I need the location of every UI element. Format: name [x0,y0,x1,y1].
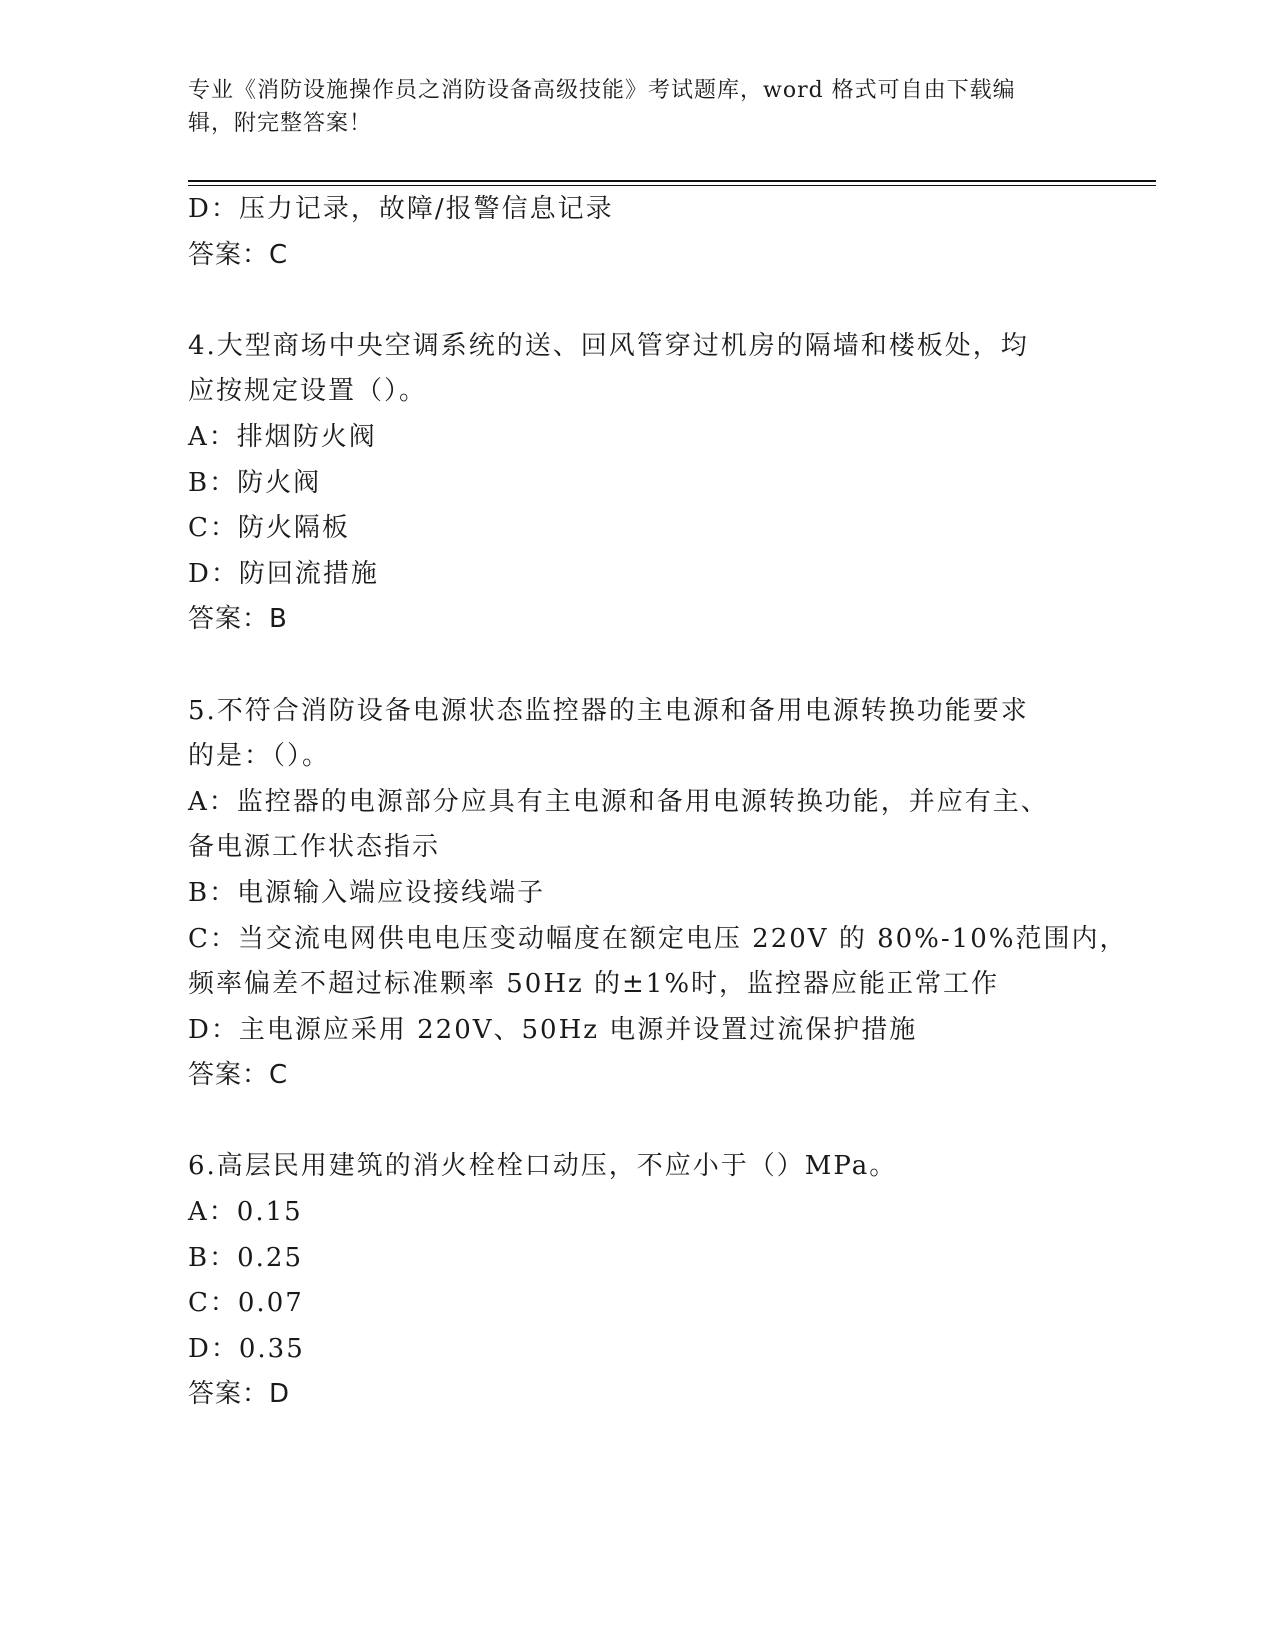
previous-question-tail [188,187,1088,278]
document-header [188,74,1068,140]
header-line-1: 专业《消防设施操作员之消防设备高级技能》考试题库，word 格式可自由下载编 [188,78,1016,103]
question-6 [188,1144,1088,1418]
answer: 答案：D [188,1379,291,1410]
spacer [188,278,1088,324]
header-line-2: 辑，附完整答案！ [188,111,373,136]
question-stem-cont: 的是：（）。 [188,741,331,772]
option-a: A：排烟防火阀 [188,421,377,452]
option-c-cont: 频率偏差不超过标准颗率 50Hz 的±1%时，监控器应能正常工作 [188,969,1000,1000]
option-d: D：0.35 [188,1333,305,1364]
option-c: C：当交流电网供电电压变动幅度在额定电压 220V 的 80%-10%范围内， [188,923,1128,954]
option-b: B：0.25 [188,1242,303,1273]
option-c: C：防火隔板 [188,513,350,544]
spacer [188,643,1088,689]
question-4 [188,324,1088,643]
option-b: B：电源输入端应设接线端子 [188,877,546,908]
header-rule-thin [188,185,1156,186]
question-stem: 5.不符合消防设备电源状态监控器的主电源和备用电源转换功能要求 [188,695,1029,726]
question-stem: 6.高层民用建筑的消火栓栓口动压，不应小于（）MPa。 [188,1151,898,1182]
question-5 [188,689,1128,1099]
answer: 答案：C [188,239,289,270]
answer: 答案：C [188,1060,289,1091]
question-stem: 4.大型商场中央空调系统的送、回风管穿过机房的隔墙和楼板处，均 [188,330,1029,361]
option-d: D：压力记录，故障/报警信息记录 [188,194,614,224]
question-content [188,187,1128,1418]
option-d: D：防回流措施 [188,558,379,589]
option-a: A：0.15 [188,1197,303,1228]
spacer [188,1099,1088,1145]
option-b: B：防火阀 [188,467,322,498]
option-a: A：监控器的电源部分应具有主电源和备用电源转换功能，并应有主、 [188,786,1049,817]
answer: 答案：B [188,604,288,635]
option-c: C：0.07 [188,1288,304,1319]
option-a-cont: 备电源工作状态指示 [188,832,441,863]
question-stem-cont: 应按规定设置（）。 [188,376,428,407]
option-d: D：主电源应采用 220V、50Hz 电源并设置过流保护措施 [188,1014,918,1045]
header-rule-thick [188,180,1156,182]
